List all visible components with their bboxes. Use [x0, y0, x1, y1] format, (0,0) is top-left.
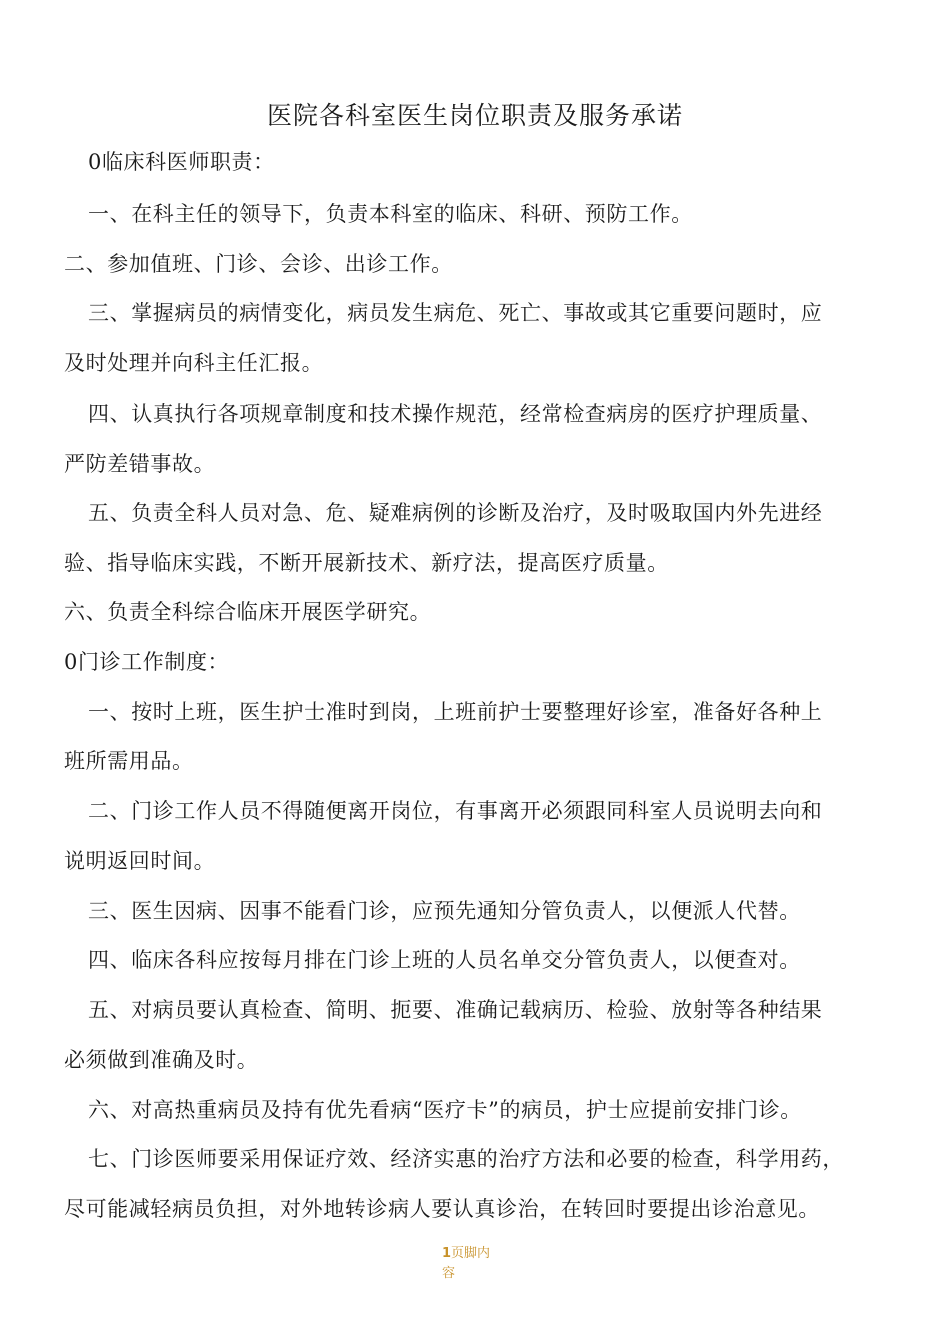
- document-title: 医院各科室医生岗位职责及服务承诺: [266, 101, 683, 130]
- paragraph-line: 一、按时上班，医生护士准时到岗，上班前护士要整理好诊室，准备好各种上: [88, 700, 823, 724]
- page-number: 1: [442, 1246, 452, 1261]
- paragraph-line: 一、在科主任的领导下，负责本科室的临床、科研、预防工作。: [88, 202, 693, 226]
- paragraph-line: 说明返回时间。: [64, 849, 216, 873]
- paragraph-line: 必须做到准确及时。: [64, 1048, 259, 1072]
- paragraph-line: 班所需用品。: [64, 749, 194, 773]
- paragraph-line: 二、参加值班、门诊、会诊、出诊工作。: [64, 252, 453, 276]
- paragraph-line: 五、对病员要认真检查、简明、扼要、准确记载病历、检验、放射等各种结果: [88, 998, 823, 1022]
- footer-line-2: 容: [442, 1266, 456, 1281]
- footer-text: 页脚内: [451, 1246, 491, 1261]
- paragraph-line: 三、医生因病、因事不能看门诊，应预先通知分管负责人，以便派人代替。: [88, 899, 801, 923]
- paragraph-line: 验、指导临床实践，不断开展新技术、新疗法，提高医疗质量。: [64, 551, 669, 575]
- paragraph-line: 七、门诊医师要采用保证疗效、经济实惠的治疗方法和必要的检查，科学用药，: [88, 1147, 844, 1171]
- page-footer: [442, 1244, 512, 1284]
- paragraph-line: 四、认真执行各项规章制度和技术操作规范，经常检查病房的医疗护理质量、: [88, 402, 823, 426]
- paragraph-line: 六、负责全科综合临床开展医学研究。: [64, 600, 432, 624]
- section-heading-outpatient: 0门诊工作制度：: [64, 650, 230, 674]
- paragraph-line: 五、负责全科人员对急、危、疑难病例的诊断及治疗，及时吸取国内外先进经: [88, 501, 823, 525]
- paragraph-line: 四、临床各科应按每月排在门诊上班的人员名单交分管负责人，以便查对。: [88, 948, 801, 972]
- footer-line-1: [442, 1244, 512, 1264]
- paragraph-line: 六、对高热重病员及持有优先看病“医疗卡”的病员，护士应提前安排门诊。: [88, 1098, 802, 1122]
- paragraph-line: 尽可能减轻病员负担，对外地转诊病人要认真诊治，在转回时要提出诊治意见。: [64, 1197, 820, 1221]
- paragraph-line: 三、掌握病员的病情变化，病员发生病危、死亡、事故或其它重要问题时，应: [88, 301, 823, 325]
- section-heading-clinical: 0临床科医师职责：: [88, 150, 275, 174]
- paragraph-line: 严防差错事故。: [64, 452, 216, 476]
- paragraph-line: 及时处理并向科主任汇报。: [64, 351, 324, 375]
- paragraph-line: 二、门诊工作人员不得随便离开岗位，有事离开必须跟同科室人员说明去向和: [88, 799, 823, 823]
